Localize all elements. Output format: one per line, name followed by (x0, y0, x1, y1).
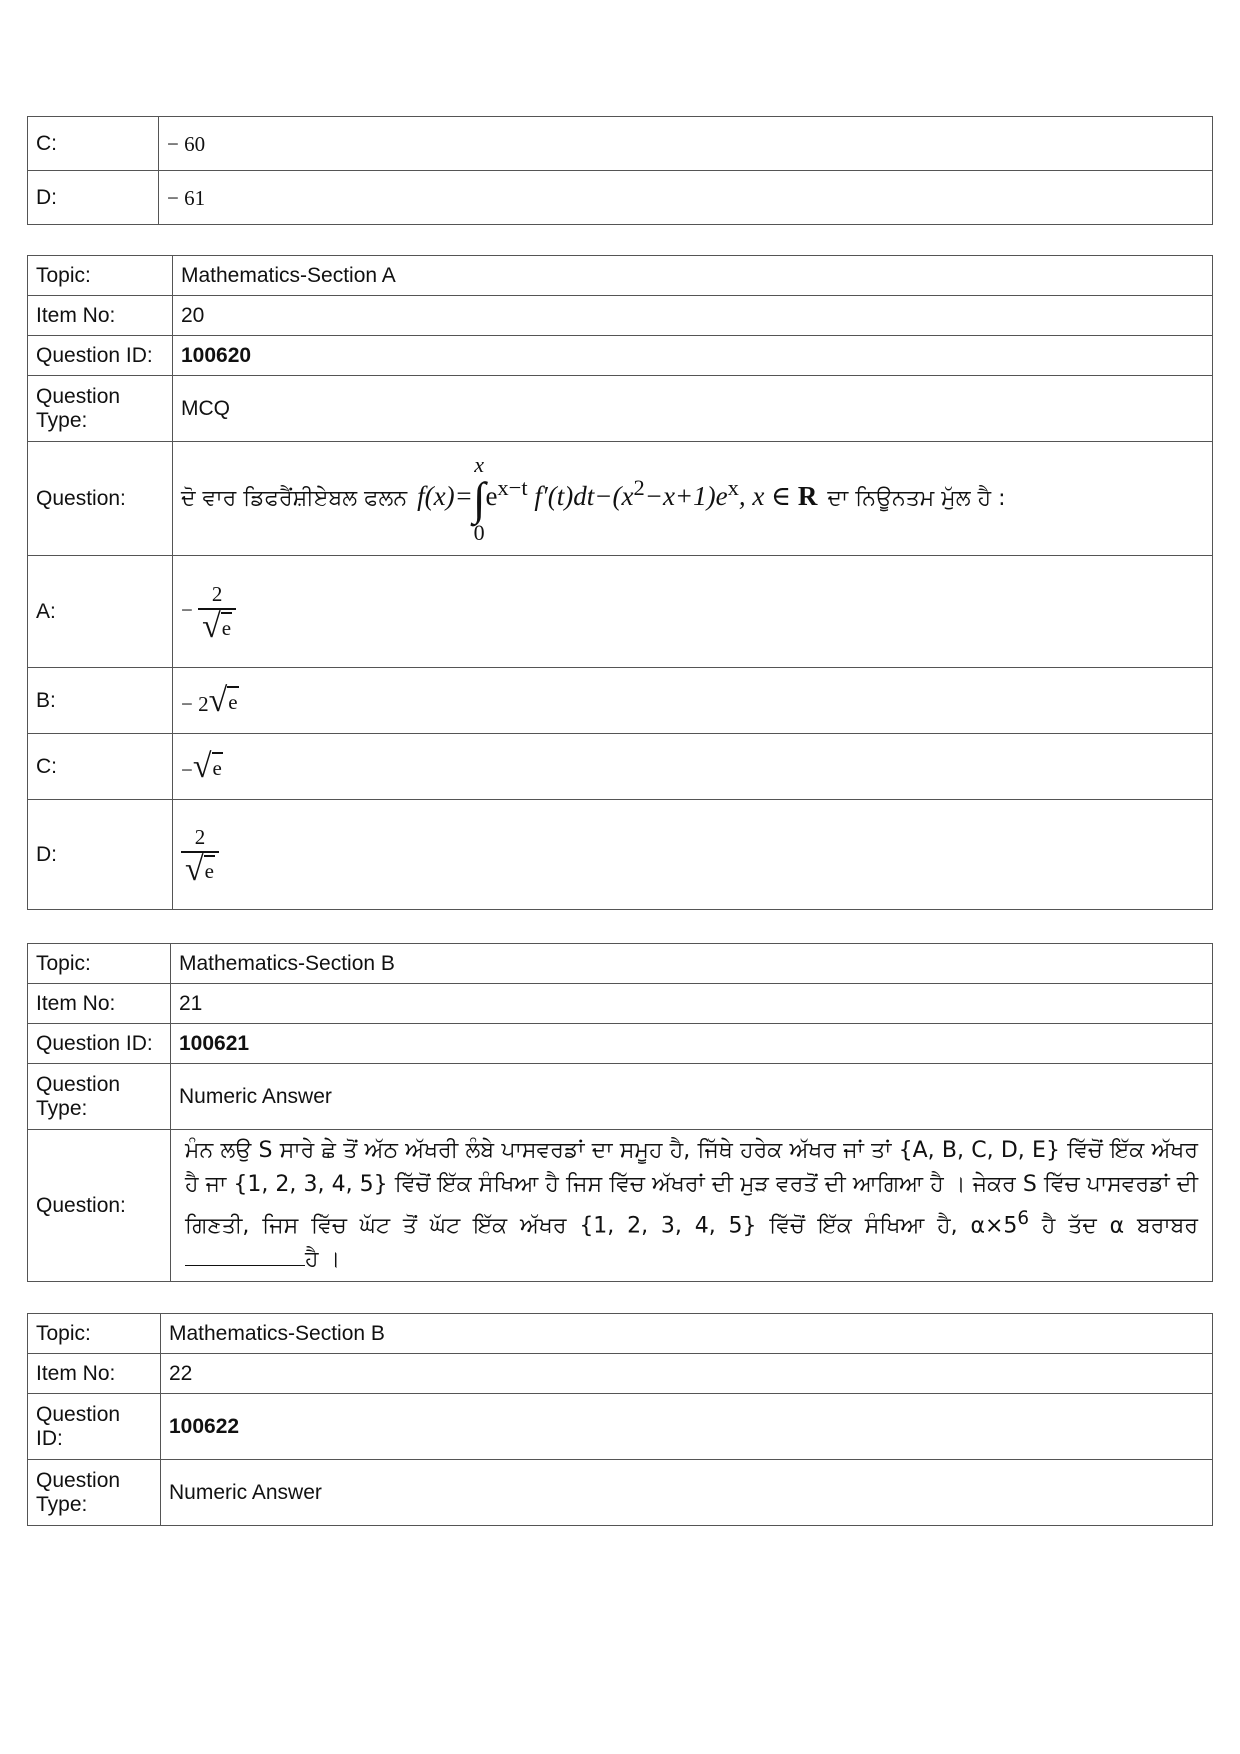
option-a-label: A: (28, 556, 173, 668)
question-text (173, 442, 1213, 556)
formula-f: f(x)= (417, 480, 473, 511)
topic-row (28, 1314, 1213, 1354)
question-22-table (27, 1313, 1213, 1526)
topic-label: Topic: (28, 944, 171, 984)
domain-text: , x ∈ (738, 480, 792, 511)
option-c-rad: e (212, 752, 223, 782)
topic-value: Mathematics-Section B (171, 944, 1213, 984)
integral-upper: x (474, 451, 485, 477)
option-row-c[interactable] (28, 734, 1213, 800)
option-a-fraction: 2 √ e (198, 582, 236, 642)
option-row-d[interactable] (28, 800, 1213, 910)
question-tail: ਦਾ ਨਿਊਨਤਮ ਮੁੱਲ ਹੈ : (827, 485, 1006, 511)
integral-lower: 0 (473, 519, 485, 545)
topic-label: Topic: (28, 1314, 161, 1354)
option-row-a[interactable] (28, 556, 1213, 668)
qid-label: Question ID: (28, 1394, 161, 1460)
type-row (28, 1064, 1213, 1130)
item-label: Item No: (28, 296, 173, 336)
option-a-sign: − (181, 597, 193, 622)
option-c-prefix: − (181, 757, 193, 782)
qid-row (28, 336, 1213, 376)
question-tail: ਹੈ ਤੱਦ α ਬਰਾਬਰ (1041, 1213, 1198, 1239)
option-a-value[interactable] (173, 556, 1213, 668)
type-row (28, 376, 1213, 442)
question-end: ਹੈ । (305, 1247, 341, 1273)
topic-row (28, 256, 1213, 296)
question-text (171, 1130, 1213, 1282)
type-label: Question Type: (28, 1064, 171, 1130)
qid-row (28, 1394, 1213, 1460)
option-b-label: B: (28, 668, 173, 734)
qid-label: Question ID: (28, 336, 173, 376)
option-b-prefix: − 2 (181, 691, 209, 716)
item-label: Item No: (28, 1354, 161, 1394)
option-d-label: D: (28, 800, 173, 910)
qid-value: 100621 (171, 1024, 1213, 1064)
option-d-den: e (204, 855, 215, 885)
topic-value: Mathematics-Section B (161, 1314, 1213, 1354)
option-row-d (28, 171, 1213, 225)
poly-exp: 2 (633, 474, 645, 500)
option-value: − 60 (159, 117, 1213, 171)
question-label: Question: (28, 1130, 171, 1282)
question-row (28, 1130, 1213, 1282)
integral-sign: x ∫ 0 (472, 451, 486, 545)
option-row-b[interactable] (28, 668, 1213, 734)
prev-options-table (27, 116, 1213, 225)
domain-set: R (797, 480, 818, 511)
question-20-table (27, 255, 1213, 910)
topic-value: Mathematics-Section A (173, 256, 1213, 296)
option-b-value[interactable]: − 2 √ e (173, 668, 1213, 734)
option-d-fraction: 2 √ e (181, 825, 219, 885)
integrand-exp: x−t (497, 474, 528, 500)
qid-value: 100622 (161, 1394, 1213, 1460)
option-label: D: (28, 171, 159, 225)
type-value: Numeric Answer (171, 1064, 1213, 1130)
qid-value: 100620 (173, 336, 1213, 376)
option-value: − 61 (159, 171, 1213, 225)
type-label: Question Type: (28, 1460, 161, 1526)
option-b-rad: e (227, 686, 238, 716)
item-row (28, 984, 1213, 1024)
option-d-num: 2 (194, 824, 206, 849)
item-value: 22 (161, 1354, 1213, 1394)
type-value: MCQ (173, 376, 1213, 442)
question-21-table (27, 943, 1213, 1282)
topic-label: Topic: (28, 256, 173, 296)
poly-rest: −x+1)e (644, 480, 728, 511)
option-a-den: e (221, 612, 232, 642)
item-label: Item No: (28, 984, 171, 1024)
option-label: C: (28, 117, 159, 171)
option-a-num: 2 (211, 581, 223, 606)
qid-label: Question ID: (28, 1024, 171, 1064)
question-exp: 6 (1017, 1208, 1030, 1229)
option-c-value[interactable]: − √ e (173, 734, 1213, 800)
e-exp: x (727, 474, 739, 500)
item-value: 21 (171, 984, 1213, 1024)
formula (417, 451, 818, 545)
question-label: Question: (28, 442, 173, 556)
question-row (28, 442, 1213, 556)
item-row (28, 1354, 1213, 1394)
qid-row (28, 1024, 1213, 1064)
option-d-value[interactable] (173, 800, 1213, 910)
item-row (28, 296, 1213, 336)
type-value: Numeric Answer (161, 1460, 1213, 1526)
question-lead: ਦੋ ਵਾਰ ਡਿਫਰੈਂਸ਼ੀਏਬਲ ਫਲਨ (181, 485, 408, 511)
question-body: ਮੰਨ ਲਉ S ਸਾਰੇ ਛੇ ਤੋਂ ਅੱਠ ਅੱਖਰੀ ਲੰਬੇ ਪਾਸਵਰਡਾਂ ਦਾ ਸਮੂਹ ਹੈ, ਜਿੱਥੇ ਹਰੇਕ ਅੱਖਰ ਜਾਂ ਤਾਂ {A, B, C, D, E} ਵਿੱਚੋਂ ਇੱਕ ਅੱਖਰ ਹੈ ਜਾ {1, 2, 3, 4, 5} ਵਿੱਚੋਂ ਇੱਕ ਸੰਖਿਆ ਹੈ ਜਿਸ ਵਿੱਚ ਅੱਖਰਾਂ ਦੀ ਮੁੜ ਵਰਤੋਂ ਦੀ ਆਗਿਆ ਹੈ । ਜੇਕਰ S ਵਿੱਚ ਪਾਸਵਰਡਾਂ ਦੀ ਗਿਣਤੀ, ਜਿਸ ਵਿੱਚ ਘੱਟ ਤੋਂ ਘੱਟ ਇੱਕ ਅੱਖਰ {1, 2, 3, 4, 5} ਵਿੱਚੋਂ ਇੱਕ ਸੰਖਿਆ ਹੈ, α×5 (185, 1138, 1198, 1239)
integrand-rest: f′(t)dt−(x (534, 480, 634, 511)
answer-blank (185, 1247, 305, 1266)
integrand: e (485, 480, 498, 511)
option-row-c (28, 117, 1213, 171)
type-row (28, 1460, 1213, 1526)
type-label: Question Type: (28, 376, 173, 442)
option-c-label: C: (28, 734, 173, 800)
topic-row (28, 944, 1213, 984)
item-value: 20 (173, 296, 1213, 336)
